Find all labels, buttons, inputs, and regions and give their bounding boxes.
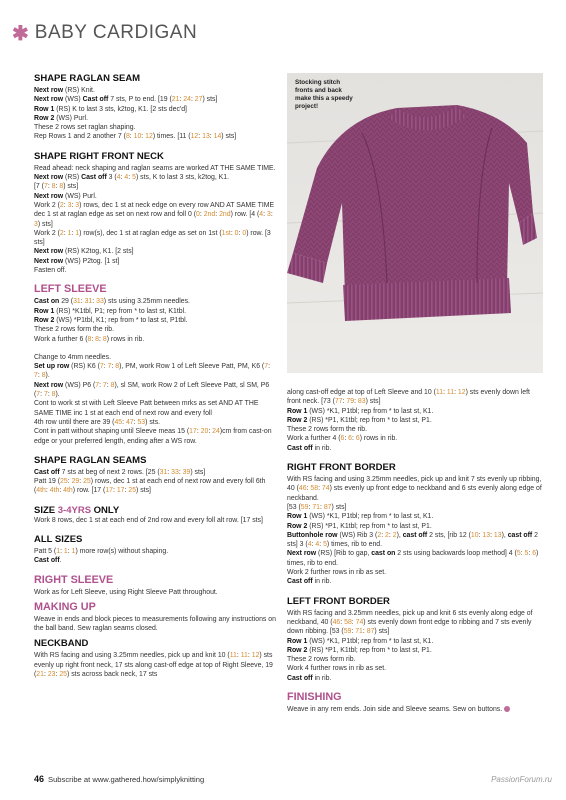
page-number: 46 — [34, 774, 45, 784]
instruction-line: Weave in any rem ends. Join side and Sleeve seams. Sew on buttons. — [287, 705, 543, 714]
instruction-line: Row 2 (WS) *P1tbl, K1; rep from * to last st, P1tbl. — [34, 316, 188, 324]
instruction-line: With RS facing and 3.25mm needles, pick up and knit 6 sts evenly along edge of neckband, 40 (46: 58: 74) sts evenly down front edge to ribbing and 7 sts evenly down ribbing. [53 (59: 71: 87) sts] — [287, 609, 533, 636]
instruction-line: Row 1 (RS) *K1tbl, P1; rep from * to last st, K1tbl. — [34, 307, 187, 315]
instruction-line: Fasten off. — [34, 267, 67, 275]
instruction-line: Cont to work st st with Left Sleeve Patt between mrks as set AND AT THE SAME TIME inc 1 st at each end of next row and every foll — [34, 400, 259, 417]
instruction-line: Work 2 (2: 1: 1) row(s), dec 1 st at raglan edge as set on 1st (1st: 0: 0) row. [3 sts] — [34, 229, 271, 247]
section-heading: RIGHT FRONT BORDER — [287, 462, 396, 474]
instruction-line: Row 2 (RS) *P1, K1tbl; rep from * to last st, P1. — [287, 416, 432, 424]
instruction-line: Next row (RS) Knit. — [34, 87, 95, 94]
instruction-line: Row 2 (RS) *P1, K1tbl; rep from * to last st, P1. — [287, 522, 432, 530]
instruction-line: Next row (RS) K2tog, K1. [2 sts] — [34, 248, 134, 256]
instruction-line: Row 2 (RS) *P1, K1tbl; rep from * to last st, P1. — [287, 646, 432, 654]
instruction-line: Row 1 (WS) *K1, P1tbl; rep from * to last st, K1. — [287, 513, 434, 521]
instruction-line: Cast off in rib. — [287, 444, 332, 452]
instruction-line: Patt 5 (1: 1: 1) more row(s) without shaping. — [34, 547, 169, 555]
instruction-line: Next row (RS) Cast off 3 (4: 4: 5) sts, K to last 3 sts, k2tog, K1. — [34, 174, 230, 182]
instruction-line: Work 2 (2: 3: 3) rows, dec 1 st at neck edge on every row AND AT SAME TIME dec 1 st at raglan edge as set on next row and foll 0 (0: 2nd: 2nd) row. [4 (4: 3: 3) sts] — [34, 201, 275, 228]
subscribe-link[interactable]: Subscribe at www.gathered.how/simplyknitting — [48, 775, 205, 784]
section-heading: LEFT FRONT BORDER — [287, 595, 390, 607]
instruction-line: These 2 rows form the rib. — [34, 326, 115, 334]
instruction-line: Cont in patt without shaping until Sleeve meas 15 (17: 20: 24)cm from cast-on edge or your preferred length, ending after a WS row. — [34, 428, 272, 445]
instruction-line: These 2 rows set raglan shaping. — [34, 124, 136, 132]
instruction-line: Row 2 (WS) Purl. — [34, 114, 88, 122]
instruction-line: Weave in ends and block pieces to measurements following any instructions on the ball band. Sew raglan seams closed. — [34, 615, 276, 633]
instruction-line: Next row (WS) Cast off 7 sts, P to end. [19 (21: 24: 27) sts] — [34, 96, 218, 104]
instruction-line: Change to 4mm needles. — [34, 353, 111, 361]
section-heading: SIZE 3-4YRS ONLY — [34, 504, 120, 516]
section-heading: SHAPE RAGLAN SEAMS — [34, 454, 147, 466]
instruction-line: 4th row until there are 39 (45: 47: 53) sts. — [34, 418, 161, 426]
instruction-line: Next row (WS) P2tog. [1 st] — [34, 257, 120, 265]
page-title: BABY CARDIGAN — [34, 22, 198, 43]
section-heading: MAKING UP — [34, 600, 96, 613]
section-heading: ALL SIZES — [34, 533, 83, 545]
watermark: PassionForum.ru — [491, 775, 552, 784]
instruction-line: Patt 19 (25: 29: 25) rows, dec 1 st at each end of next row and every foll 6th (4th: 4th: 4th) row. [17 (17: 17: 25) sts] — [34, 478, 266, 495]
asterisk-icon: ✱ — [12, 22, 29, 45]
instruction-line: Work as for Left Sleeve, using Right Sleeve Patt throughout. — [34, 588, 218, 596]
page-header — [0, 18, 197, 48]
instruction-line: Set up row (RS) K6 (7: 7: 8), PM, work Row 1 of Left Sleeve Patt, PM, K6 (7: 7: 8). — [34, 363, 270, 380]
section-heading: LEFT SLEEVE — [34, 283, 107, 296]
instruction-line: With RS facing and using 3.25mm needles, pick up and knit 10 (11: 11: 12) sts evenly up right front neck, 17 sts along cast-off edge at top of Right Sleeve, 19 (21: 23: 25) sts across back neck, 17 sts — [34, 652, 273, 679]
instruction-line: Work a further 4 (6: 6: 6) rows in rib. — [287, 435, 398, 443]
section-heading: NECKBAND — [34, 638, 89, 650]
instruction-line: Cast on 29 (31: 31: 33) sts using 3.25mm needles. — [34, 298, 190, 306]
page-footer — [34, 774, 204, 784]
instruction-line: With RS facing and using 3.25mm needles, pick up and knit 7 sts evenly up ribbing, 40 (46: 58: 74) sts evenly up front edge to neckband and 6 sts evenly along edge of neckband. — [287, 476, 542, 502]
instruction-line: Rep Rows 1 and 2 another 7 (8: 10: 12) times. [11 (12: 13: 14) sts] — [34, 133, 237, 141]
section-heading: FINISHING — [287, 691, 342, 704]
instruction-line: Work a further 6 (8: 8: 8) rows in rib. — [34, 335, 145, 343]
instruction-line: Work 2 further rows in rib as set. — [287, 569, 387, 577]
instruction-line: Work 8 rows, dec 1 st at each end of 2nd row and every foll alt row. [17 sts] — [34, 516, 263, 524]
instruction-line: Row 1 (WS) *K1, P1tbl; rep from * to last st, K1. — [287, 407, 434, 415]
instruction-line: Cast off in rib. — [287, 674, 332, 682]
instruction-line: These 2 rows form the rib. — [287, 426, 368, 434]
section-heading: SHAPE RIGHT FRONT NECK — [34, 150, 164, 162]
instruction-line: [53 (59: 71: 87) sts] — [287, 503, 347, 511]
instruction-line: [7 (7: 8: 8) sts] — [34, 183, 79, 191]
instruction-line: Read ahead: neck shaping and raglan seams are worked AT THE SAME TIME. — [34, 164, 276, 172]
photo-caption: Stocking stitch fronts and back make this a speedy project! — [295, 79, 353, 110]
cardigan-photo — [287, 73, 543, 373]
sweater-image — [287, 73, 543, 373]
end-mark-icon — [504, 706, 510, 712]
instruction-line: Work 4 further rows in rib as set. — [287, 665, 387, 673]
instruction-line: Buttonhole row (WS) Rib 3 (2: 2: 2), cast off 2 sts, [rib 12 (10: 13: 13), cast off 2 sts] 3 (4: 4: 5) times, rib to end. — [287, 531, 538, 549]
left-column — [34, 73, 276, 679]
instruction-line: Next row (WS) P6 (7: 7: 8), sl SM, work Row 2 of Left Sleeve Patt, sl SM, P6 (7: 7: 8). — [34, 381, 270, 399]
right-column — [287, 388, 543, 714]
instruction-line: Cast off. — [34, 557, 62, 565]
instruction-line: Next row (WS) Purl. — [34, 192, 97, 200]
instruction-line: Row 1 (RS) K to last 3 sts, k2tog, K1. [2 sts dec'd] — [34, 105, 187, 113]
instruction-line: Cast off 7 sts at beg of next 2 rows. [25 (31: 33: 39) sts] — [34, 468, 206, 476]
instruction-line: These 2 rows form rib. — [287, 656, 356, 664]
instruction-line: along cast-off edge at top of Left Sleeve and 10 (11: 11: 12) sts evenly down left front neck. [73 (77: 79: 83) sts] — [287, 389, 530, 406]
instruction-line: Row 1 (WS) *K1, P1tbl; rep from * to last st, K1. — [287, 637, 434, 645]
instruction-line: Next row (RS) [Rib to gap, cast on 2 sts using backwards loop method] 4 (5: 5: 6) times, rib to end. — [287, 550, 539, 567]
instruction-line: Cast off in rib. — [287, 578, 332, 586]
section-heading: SHAPE RAGLAN SEAM — [34, 73, 141, 84]
section-heading: RIGHT SLEEVE — [34, 573, 114, 586]
